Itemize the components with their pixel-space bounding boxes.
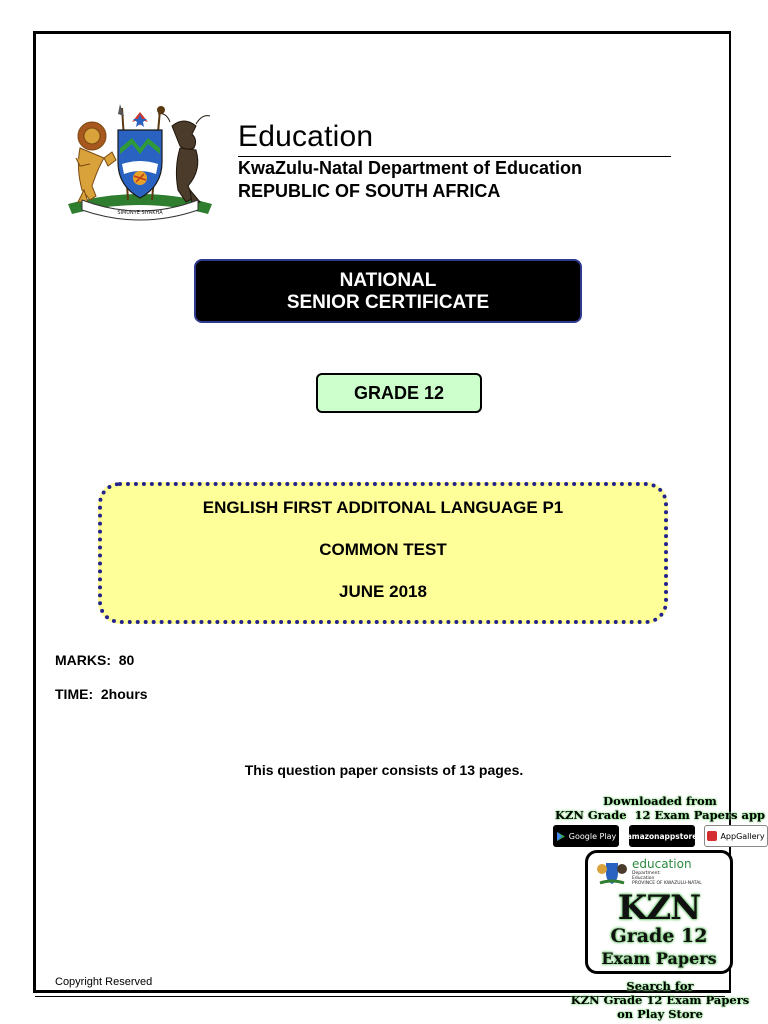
amazon-appstore-badge[interactable] — [626, 825, 698, 847]
page-title: Education — [238, 120, 374, 153]
subject-name: ENGLISH FIRST ADDITONAL LANGUAGE P1 — [202, 498, 564, 517]
title-divider — [238, 156, 671, 157]
department-name: KwaZulu-Natal Department of Education — [238, 158, 583, 178]
coat-of-arms-logo — [62, 104, 218, 228]
subject-panel — [98, 482, 668, 624]
google-play-badge[interactable] — [553, 825, 619, 847]
grade-badge: GRADE 12 — [316, 373, 482, 413]
copyright-notice: Copyright Reserved — [55, 976, 153, 988]
page-count-note: This question paper consists of 13 pages. — [244, 762, 524, 778]
promo-search-title: KZN Grade 12 Exam Papers — [570, 993, 750, 1007]
certificate-banner — [194, 259, 582, 323]
card-education-label: education — [632, 857, 692, 871]
promo-card — [585, 850, 733, 974]
promo-downloaded-from: Downloaded from — [603, 794, 717, 808]
promo-search-for: Search for — [626, 979, 694, 993]
promo-app-name: KZN Grade 12 Exam Papers app — [554, 808, 766, 822]
appgallery-icon — [707, 831, 717, 841]
kzn-exam-papers: Exam Papers — [601, 949, 717, 968]
kzn-title: KZN — [617, 888, 701, 928]
certificate-line-2: SENIOR CERTIFICATE — [286, 292, 490, 313]
google-play-icon — [556, 831, 566, 842]
small-crest-icon — [596, 857, 628, 887]
amazon-appstore-label: amazonappstore — [626, 831, 698, 841]
marks-label: MARKS: 80 — [55, 652, 135, 668]
card-department-label: Department: Education PROVINCE OF KWAZULU-NATAL — [632, 871, 702, 886]
certificate-line-1: NATIONAL — [339, 270, 437, 291]
time-label: TIME: 2hours — [55, 686, 148, 702]
kzn-grade: Grade 12 — [610, 925, 708, 947]
exam-date: JUNE 2018 — [339, 582, 427, 601]
promo-play-store: on Play Store — [617, 1007, 703, 1021]
country-name: REPUBLIC OF SOUTH AFRICA — [238, 181, 501, 201]
google-play-label: Google Play — [568, 831, 617, 841]
promo-watermark — [552, 792, 768, 1024]
appgallery-badge[interactable] — [704, 825, 768, 847]
appgallery-label: AppGallery — [720, 831, 765, 841]
test-type: COMMON TEST — [319, 540, 447, 559]
svg-text:SIMUNYE SIYAKHA: SIMUNYE SIYAKHA — [117, 210, 163, 216]
